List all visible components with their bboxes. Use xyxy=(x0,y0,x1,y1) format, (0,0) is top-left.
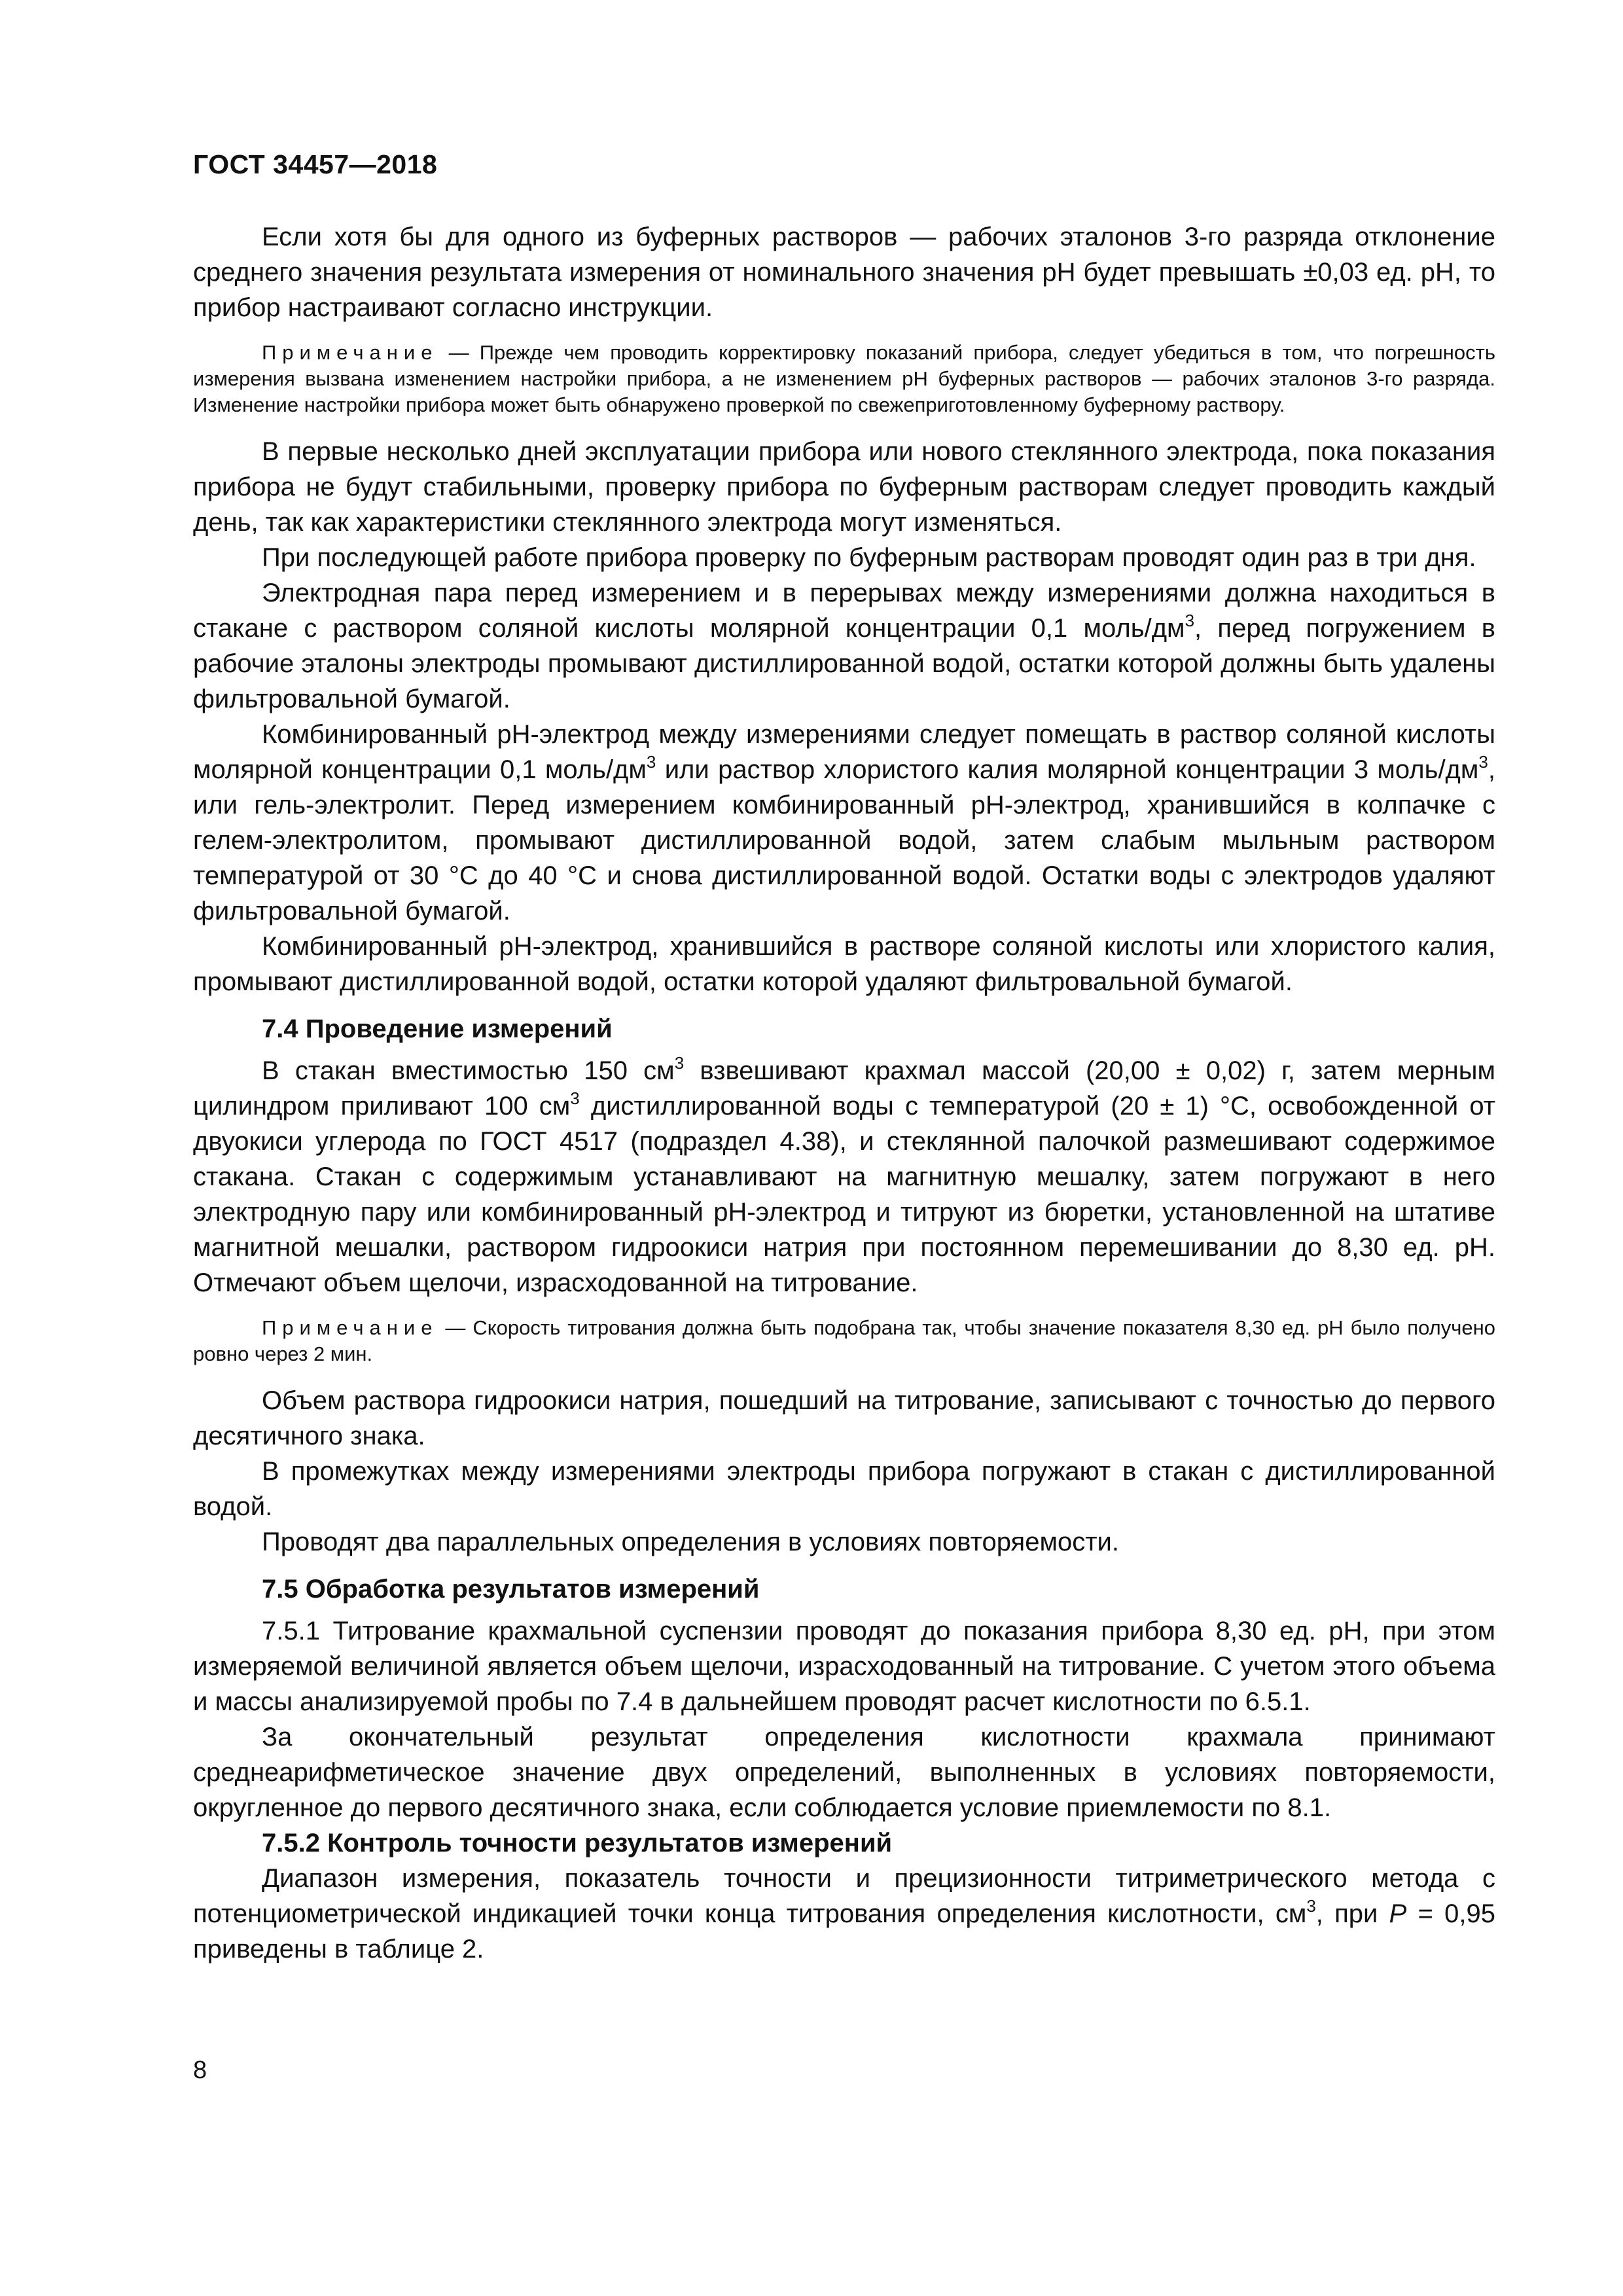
note xyxy=(193,1315,1495,1367)
paragraph: Объем раствора гидроокиси натрия, пошедший на титрование, записывают с точностью до первого десятичного знака. xyxy=(193,1386,1495,1450)
paragraph: Если хотя бы для одного из буферных растворов — рабочих эталонов 3-го разряда отклонение среднего значения результата измерения от номинального значения pH будет превышать ±0,03 ед. pH, то прибор настраивают согласно инструкции. xyxy=(193,223,1495,322)
document-header: ГОСТ 34457—2018 xyxy=(193,149,438,179)
document-body xyxy=(193,219,1495,1967)
page-number: 8 xyxy=(193,2056,207,2084)
paragraph: 7.5.1 Титрование крахмальной суспензии проводят до показания прибора 8,30 ед. pH, при этом измеряемой величиной является объем щелочи, израсходованный на титрование. С учетом этого объема и массы анализируемой пробы по 7.4 в дальнейшем проводят расчет кислотности по 6.5.1. xyxy=(193,1617,1495,1716)
paragraph: Комбинированный pH-электрод между измерениями следует помещать в раствор соляной кислоты молярной концентрации 0,1 моль/$дм^3$ или раствор хлористого калия молярной концентрации 3 моль/$дм^3$, или гель-электролит. Перед измерением комбинированный pH-электрод, хранившийся в колпачке с гелем-электролитом, промывают дистиллированной водой, затем слабым мыльным раствором температурой от 30 °C до 40 °C и снова дистиллированной водой. Остатки воды с электродов удаляют фильтровальной бумагой. xyxy=(193,720,1495,925)
paragraph: При последующей работе прибора проверку по буферным растворам проводят один раз в три дня. xyxy=(262,543,1476,572)
section-heading: 7.4 Проведение измерений xyxy=(262,1014,613,1043)
paragraph: За окончательный результат определения кислотности крахмала принимают среднеарифметическое значение двух определений, выполненных в условиях повторяемости, округленное до первого десятичного знака, если соблюдается условие приемлемости по 8.1. xyxy=(193,1723,1495,1822)
paragraph: В первые несколько дней эксплуатации прибора или нового стеклянного электрода, пока показания прибора не будут стабильными, проверку прибора по буферным растворам следует проводить каждый день, так как характеристики стеклянного электрода могут изменяться. xyxy=(193,437,1495,537)
note-text: — Скорость титрования должна быть подобрана так, чтобы значение показателя 8,30 ед. pH было получено ровно через 2 мин. xyxy=(193,1316,1495,1365)
note-text: — Прежде чем проводить корректировку показаний прибора, следует убедиться в том, что погрешность измерения вызвана изменением настройки прибора, а не изменением pH буферных растворов — рабочих эталонов 3-го разряда. Изменение настройки прибора может быть обнаружено проверкой по свежеприготовленному буферному раствору. xyxy=(193,341,1495,416)
paragraph: В промежутках между измерениями электроды прибора погружают в стакан с дистиллированной водой. xyxy=(193,1457,1495,1521)
note xyxy=(193,340,1495,418)
subsection-heading: 7.5.2 Контроль точности результатов измерений xyxy=(262,1829,893,1857)
paragraph: Электродная пара перед измерением и в перерывах между измерениями должна находиться в стакане с раствором соляной кислоты молярной концентрации 0,1 моль/$дм^3$, перед погружением в рабочие эталоны электроды промывают дистиллированной водой, остатки которой должны быть удалены фильтровальной бумагой. xyxy=(193,579,1495,713)
section-heading: 7.5 Обработка результатов измерений xyxy=(262,1575,760,1604)
note-label: Примечание xyxy=(262,1316,438,1339)
paragraph: Проводят два параллельных определения в условиях повторяемости. xyxy=(262,1528,1119,1556)
paragraph: Комбинированный pH-электрод, хранившийся в растворе соляной кислоты или хлористого калия, промывают дистиллированной водой, остатки которой удаляют фильтровальной бумагой. xyxy=(193,932,1495,996)
note-label: Примечание xyxy=(262,341,438,364)
paragraph: В стакан вместимостью 150 $см^3$ взвешивают крахмал массой (20,00 ± 0,02) г, затем мерным цилиндром приливают 100 $см^3$ дистиллированной воды с температурой (20 ± 1) °C, освобожденной от двуокиси углерода по ГОСТ 4517 (подраздел 4.38), и стеклянной палочкой размешивают содержимое стакана. Стакан с содержимым устанавливают на магнитную мешалку, затем погружают в него электродную пару или комбинированный pH-электрод и титруют из бюретки, установленной на штативе магнитной мешалки, раствором гидроокиси натрия при постоянном перемешивании до 8,30 ед. pH. Отмечают объем щелочи, израсходованной на титрование. xyxy=(193,1053,1496,1297)
paragraph: Диапазон измерения, показатель точности и прецизионности титриметрического метода с потенциометрической индикацией точки конца титрования определения кислотности, $см^3$, при P = 0,95 приведены в таблице 2. xyxy=(193,1864,1495,1964)
